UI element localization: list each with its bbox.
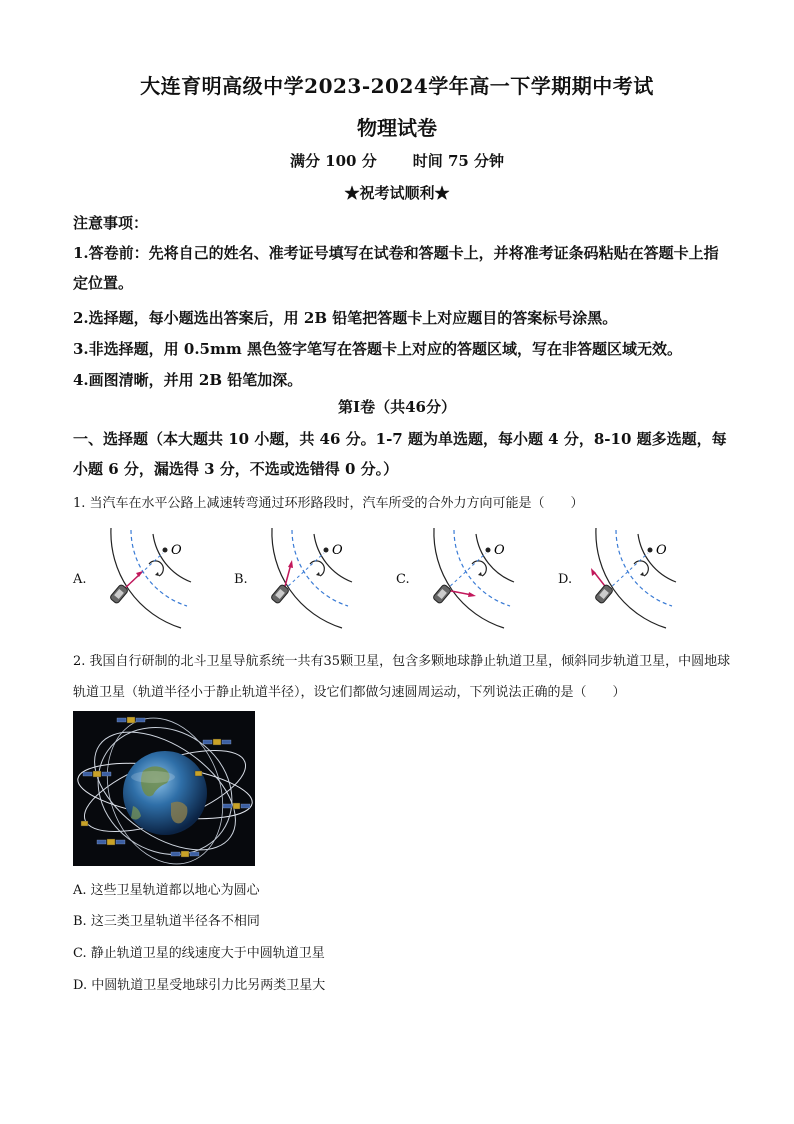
option-label: B.: [234, 572, 248, 587]
exam-meta: [0, 150, 794, 171]
q1-option-b-diagram: [234, 520, 364, 635]
question-1-text: 1. 当汽车在水平公路上减速转弯通过环形路段时，汽车所受的合外力方向可能是（ ）: [73, 496, 584, 511]
exam-wish: ★祝考试顺利★: [344, 184, 450, 202]
curve-diagram-b: [244, 520, 359, 635]
note-item: 2.选择题，每小题选出答案后，用 2B 铅笔把答题卡上对应题目的答案标号涂黑。: [73, 309, 618, 327]
center-label: O: [332, 543, 343, 558]
q1-option-a-diagram: [73, 520, 203, 635]
note-item: 1.答卷前：先将自己的姓名、准考证号填写在试卷和答题卡上，并将准考证条码粘贴在答题卡上指定位置。: [73, 244, 719, 292]
time-info: 时间 75 分钟: [412, 152, 505, 170]
curve-diagram-d: [568, 520, 683, 635]
notes-heading: 注意事项：: [73, 214, 149, 232]
curve-diagram-c: [406, 520, 521, 635]
earth-satellites-illustration: [73, 711, 255, 866]
note-item: 4.画图清晰，并用 2B 铅笔加深。: [73, 371, 303, 389]
exam-subject: 物理试卷: [357, 116, 437, 140]
satellite-orbit-image: [73, 711, 255, 866]
option-label: A.: [73, 572, 87, 587]
note-item: 3.非选择题，用 0.5mm 黑色签字笔写在答题卡上对应的答题区域，写在非答题区域无效。: [73, 340, 682, 358]
q2-option-d: D. 中圆轨道卫星受地球引力比另两类卫星大: [73, 978, 326, 993]
curve-diagram-a: [83, 520, 198, 635]
question-2-text: 2. 我国自行研制的北斗卫星导航系统一共有35颗卫星，包含多颗地球静止轨道卫星，倾斜同步轨道卫星，中圆地球轨道卫星（轨道半径小于静止轨道半径），设它们都做匀速圆周运动，下列说法正确的是（ ）: [73, 654, 731, 700]
center-label: O: [171, 543, 182, 558]
section-title: 第Ⅰ卷（共46分）: [338, 398, 456, 416]
score-info: 满分 100 分: [289, 152, 377, 170]
q2-option-b: B. 这三类卫星轨道半径各不相同: [73, 914, 260, 929]
center-label: O: [494, 543, 505, 558]
part-heading: 一、选择题（本大题共 10 小题，共 46 分。1-7 题为单选题，每小题 4 分，8-10 题多选题，每小题 6 分，漏选得 3 分，不选或选错得 0 分。）: [73, 430, 727, 478]
option-label: D.: [558, 572, 573, 587]
q2-option-c: C. 静止轨道卫星的线速度大于中圆轨道卫星: [73, 946, 325, 961]
exam-title: 大连育明高级中学2023-2024学年高一下学期期中考试: [140, 74, 654, 98]
q1-option-d-diagram: [558, 520, 688, 635]
option-label: C.: [396, 572, 410, 587]
center-label: O: [656, 543, 667, 558]
q1-option-c-diagram: [396, 520, 526, 635]
q2-option-a: A. 这些卫星轨道都以地心为圆心: [73, 883, 260, 898]
